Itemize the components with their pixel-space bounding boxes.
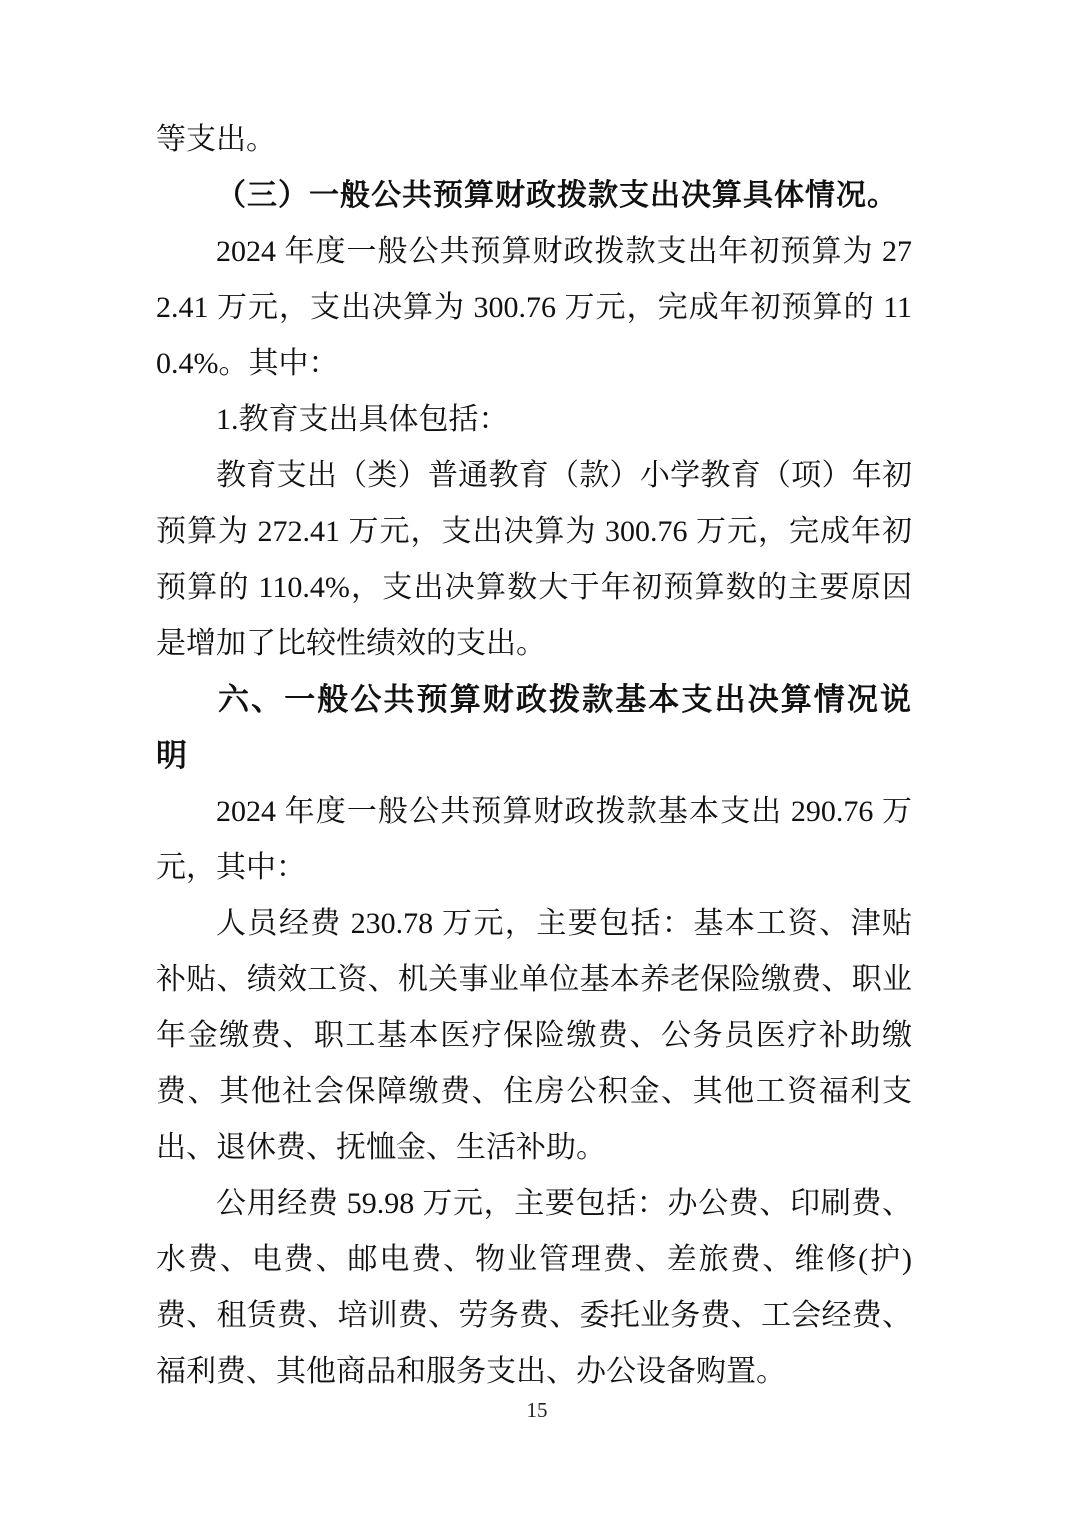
paragraph-list-intro: 1.教育支出具体包括： (216, 403, 509, 436)
paragraph: 2024 年度一般公共预算财政拨款支出年初预算为 272.41 万元，支出决算为 300.76 万元，完成年初预算的 110.4%。其中： (156, 235, 912, 380)
section-heading: 六、一般公共预算财政拨款基本支出决算情况说明 (156, 682, 912, 773)
paragraph: 教育支出（类）普通教育（款）小学教育（项）年初预算为 272.41 万元，支出决算为 300.76 万元，完成年初预算的 110.4%，支出决算数大于年初预算数的主要原因是增加了比较性绩效的支出。 (156, 459, 912, 660)
paragraph: 2024 年度一般公共预算财政拨款基本支出 290.76 万元，其中： (156, 795, 912, 884)
paragraph: 公用经费 59.98 万元，主要包括：办公费、印刷费、水费、电费、邮电费、物业管理费、差旅费、维修(护)费、租赁费、培训费、劳务费、委托业务费、工会经费、福利费、其他商品和服务支出、办公设备购置。 (156, 1187, 912, 1388)
page-number: 15 (526, 1398, 548, 1422)
subsection-heading: （三）一般公共预算财政拨款支出决算具体情况。 (216, 179, 898, 212)
paragraph-continuation: 等支出。 (156, 123, 276, 156)
paragraph: 人员经费 230.78 万元，主要包括：基本工资、津贴补贴、绩效工资、机关事业单位基本养老保险缴费、职业年金缴费、职工基本医疗保险缴费、公务员医疗补助缴费、其他社会保障缴费、住房公积金、其他工资福利支出、退休费、抚恤金、生活补助。 (156, 907, 912, 1164)
document-body (156, 112, 912, 1400)
